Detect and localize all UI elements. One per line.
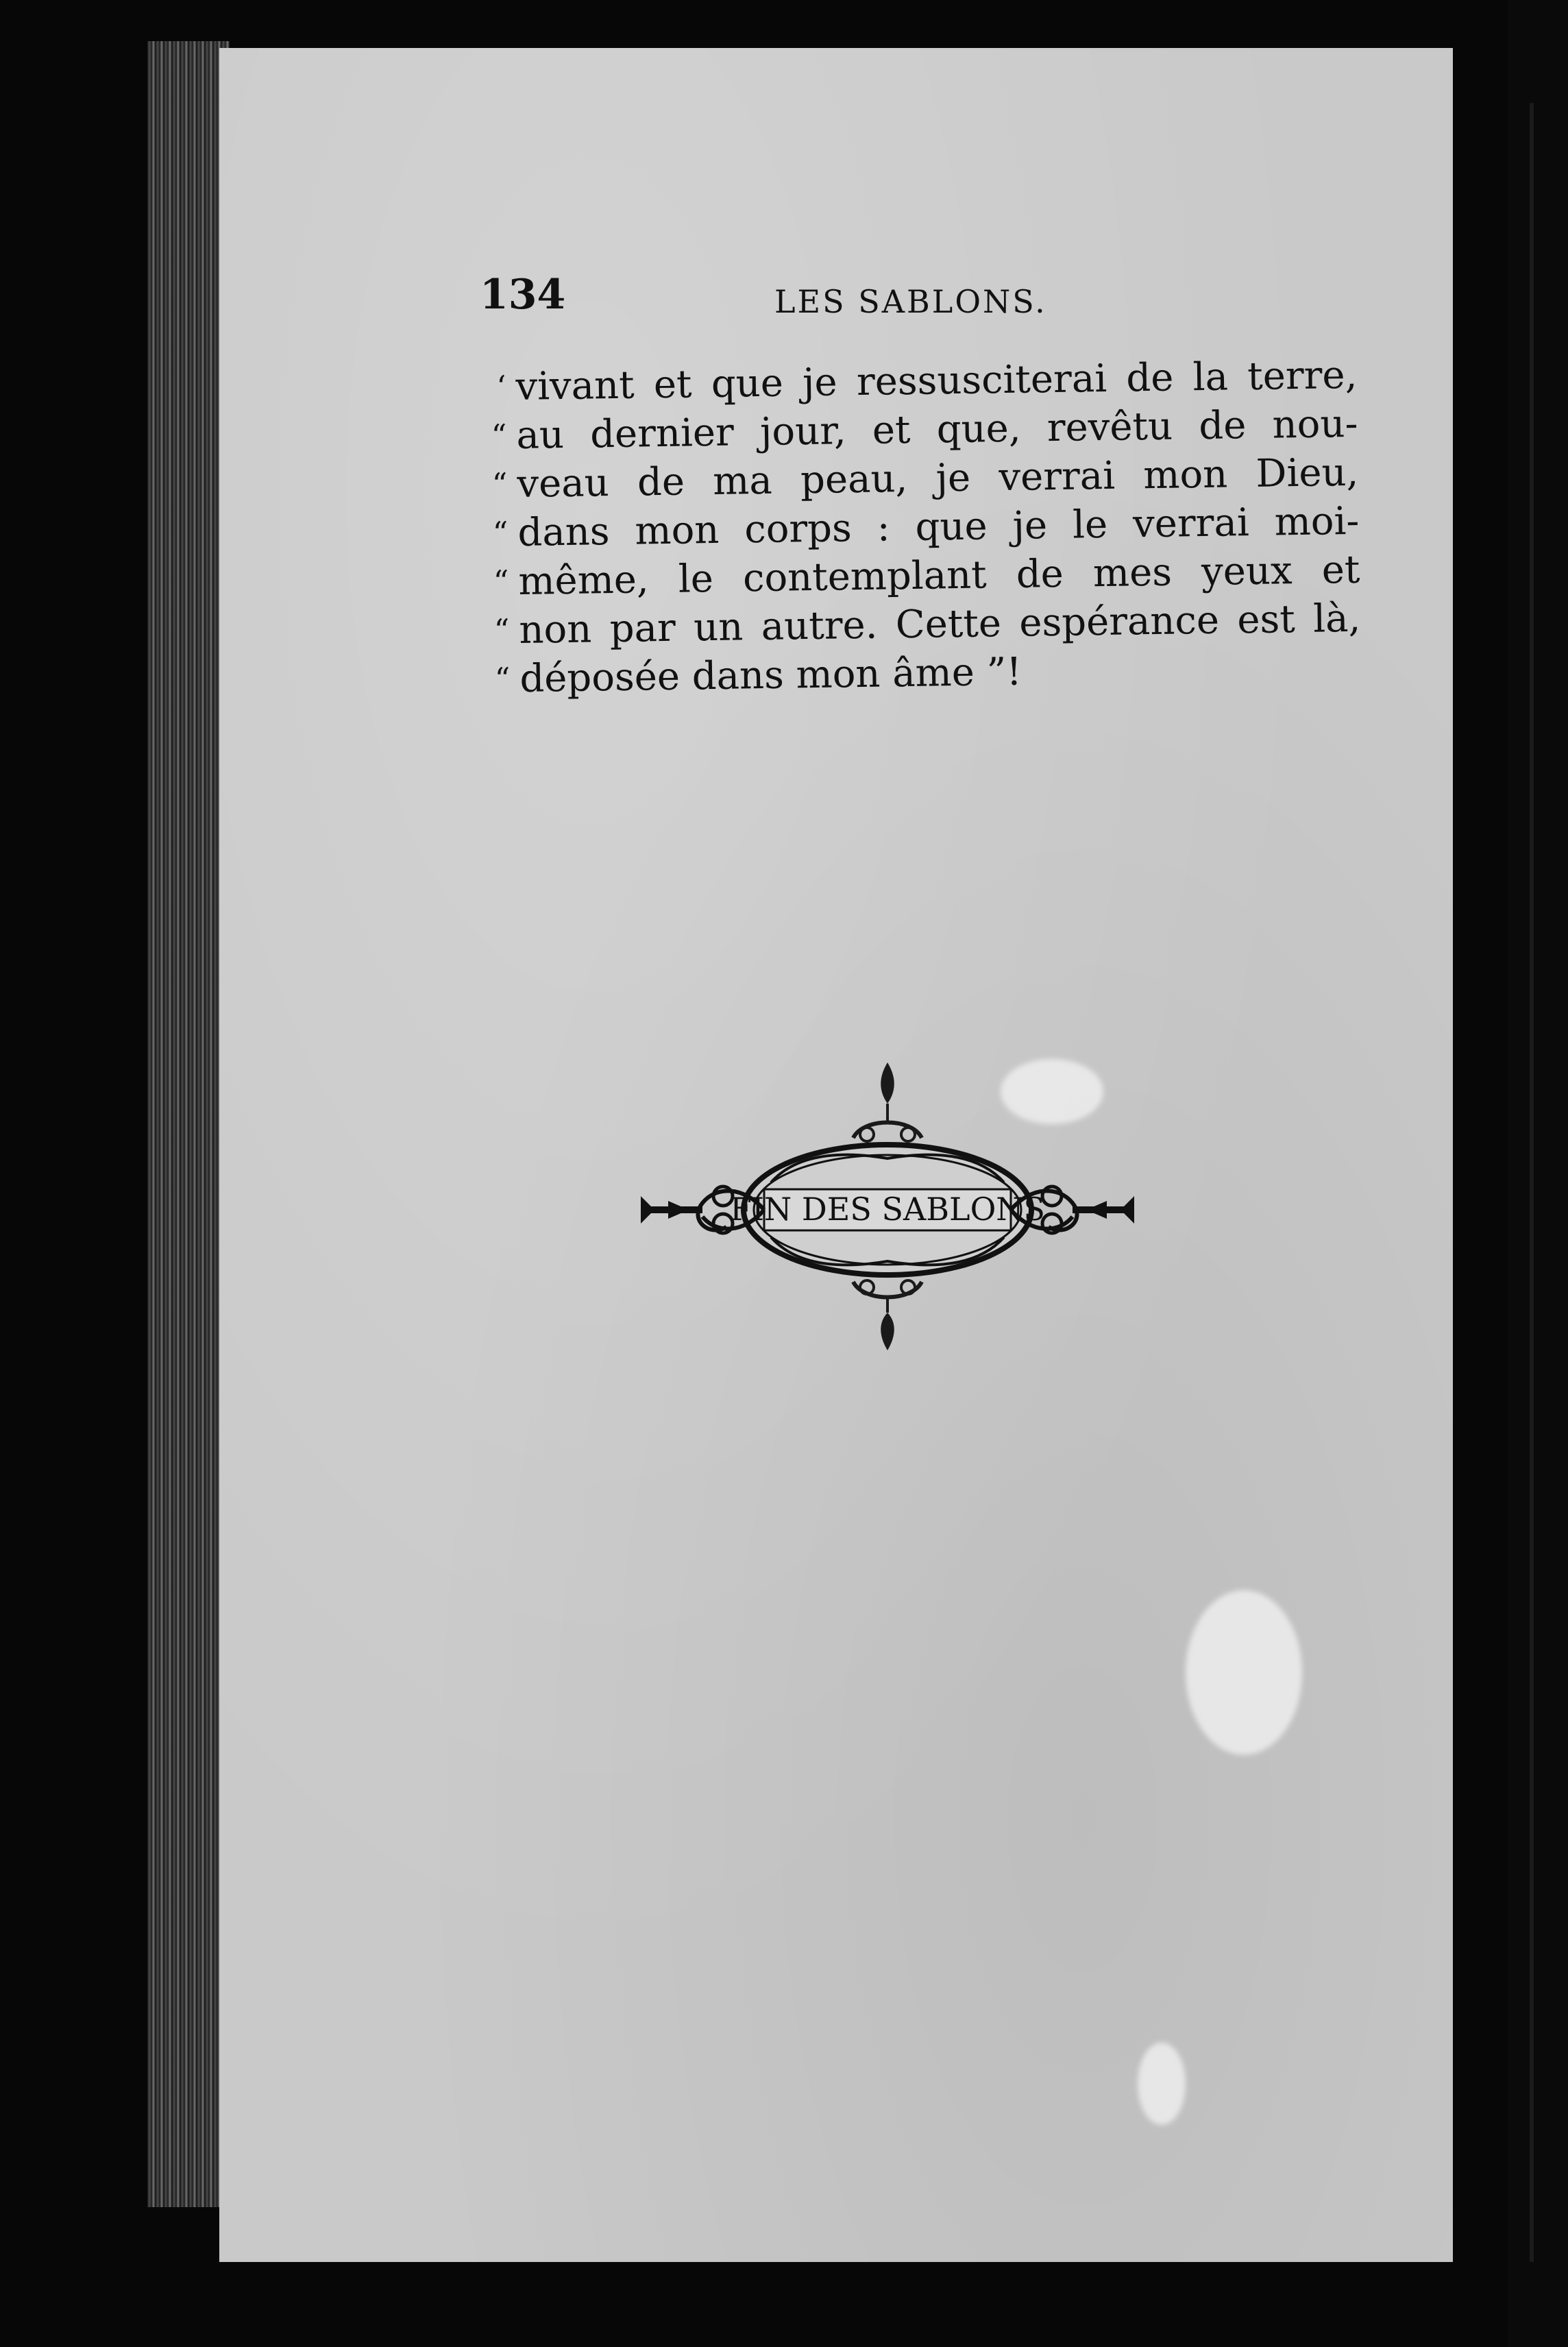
line-text: même, le contemplant de mes yeux et xyxy=(518,547,1360,604)
line-quote-mark: “ xyxy=(493,613,510,648)
page-header xyxy=(480,271,1343,346)
line-text: déposée dans mon âme ”! xyxy=(519,649,1022,701)
ornament-label: FIN DES SABLONS xyxy=(729,1191,1046,1228)
paper-spot xyxy=(1186,1590,1302,1755)
binding-rule xyxy=(1530,103,1534,2262)
facing-page-edge xyxy=(1508,0,1568,2347)
line-quote-mark: ‘ xyxy=(496,369,506,405)
running-head: LES SABLONS. xyxy=(774,283,1047,320)
line-quote-mark: “ xyxy=(491,418,507,454)
line-quote-mark: “ xyxy=(493,564,509,600)
line-text: vivant et que je ressusciterai de la terre, xyxy=(515,352,1358,409)
page-number: 134 xyxy=(480,271,566,319)
line-quote-mark: “ xyxy=(491,467,508,502)
line-quote-mark: “ xyxy=(494,661,511,697)
line-text: non par un autre. Cette espérance est là, xyxy=(518,596,1361,653)
body-text xyxy=(466,351,1362,704)
line-text: dans mon corps : que je le verrai moi- xyxy=(517,498,1360,555)
end-ornament xyxy=(627,1049,1148,1364)
page-edges xyxy=(147,41,230,2207)
line-text: au dernier jour, et que, revêtu de nou- xyxy=(516,401,1358,458)
line-text: veau de ma peau, je verrai mon Dieu, xyxy=(517,450,1359,507)
line-quote-mark: “ xyxy=(492,515,509,551)
paper-spot xyxy=(1138,2043,1186,2125)
ornament-graphic xyxy=(627,1049,1148,1364)
